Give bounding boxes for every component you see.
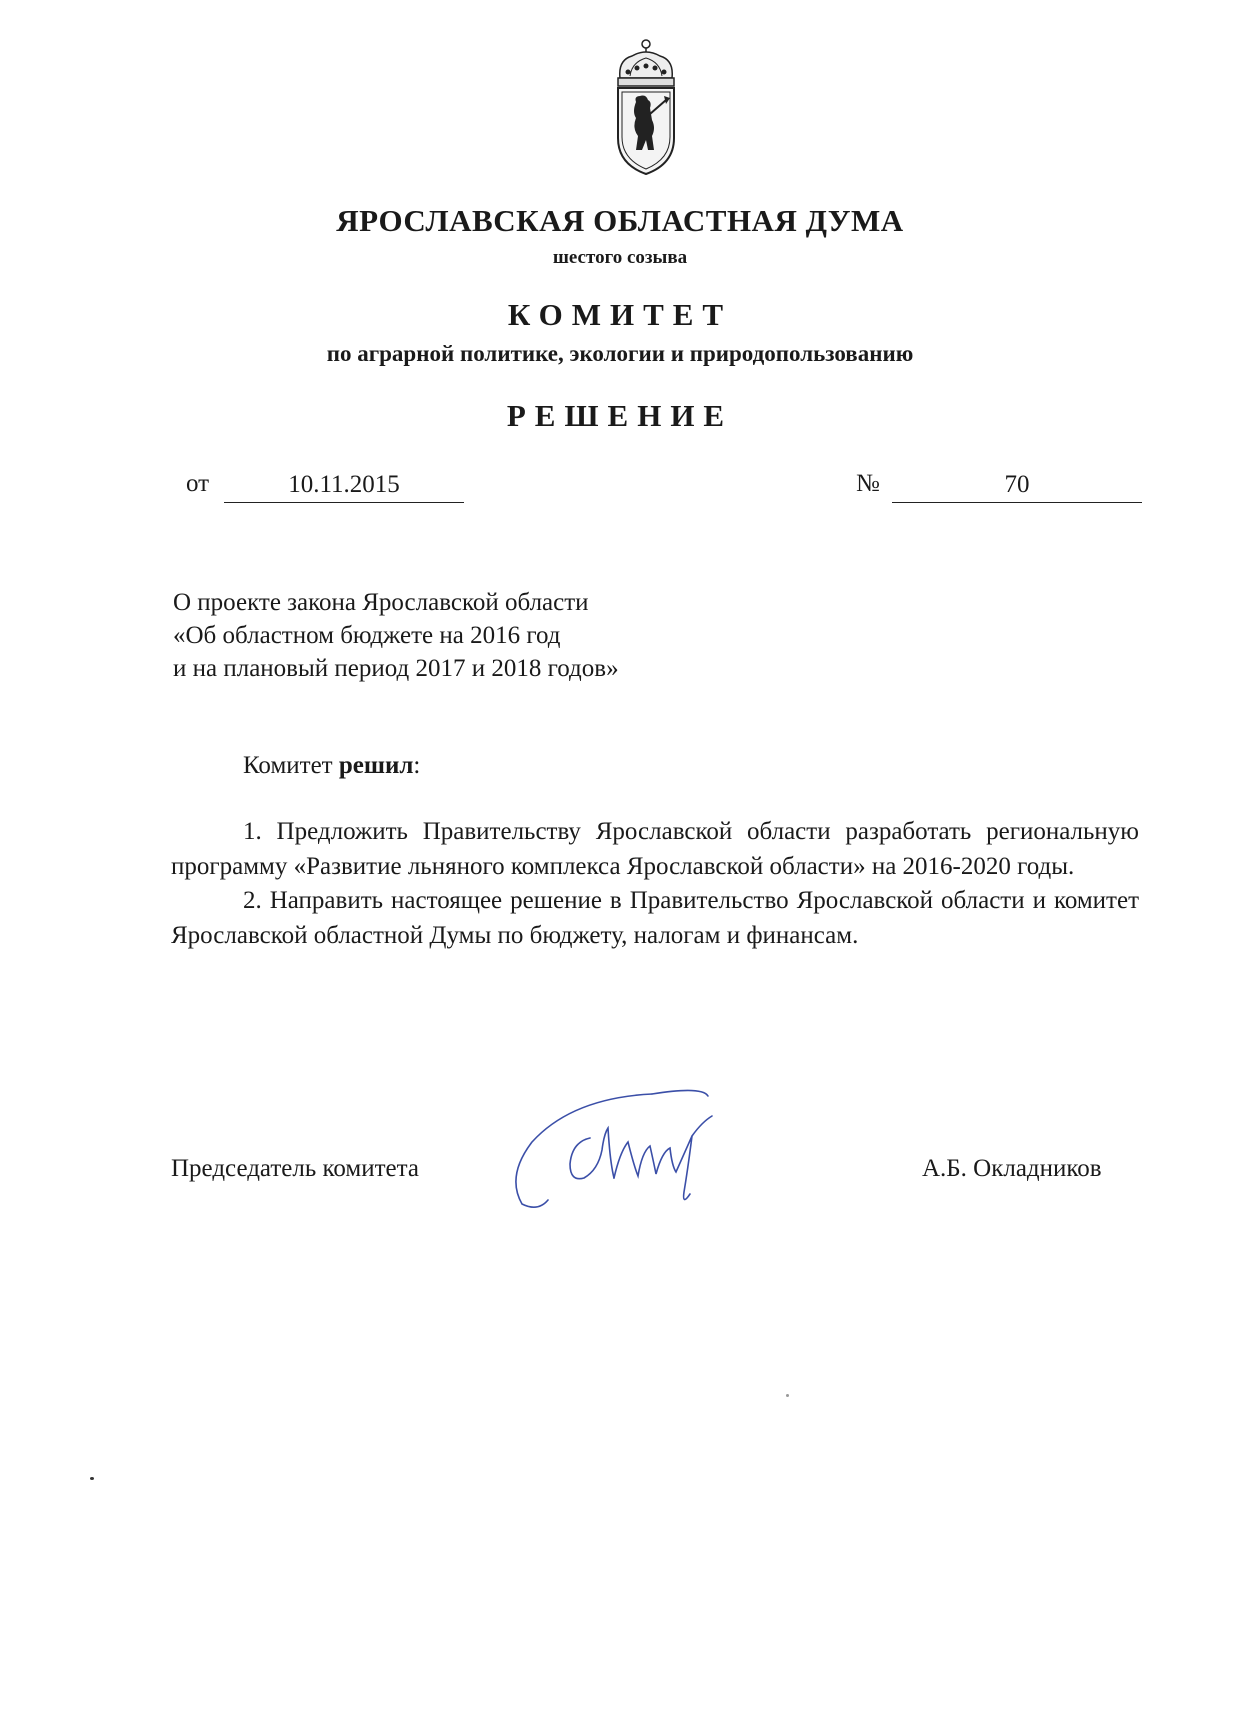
resolution-item: 1. Предложить Правительству Ярославской области разработать региональную программу «Развитие льняного комплекса Ярославской области» на 2016-2020 годы. [171, 818, 1139, 880]
intro-suffix: : [413, 752, 421, 779]
subject-line: О проекте закона Ярославской области [173, 589, 589, 616]
document-type-title: РЕШЕНИЕ [506, 398, 734, 433]
resolution-item: 2. Направить настоящее решение в Правительство Ярославской области и комитет Ярославской областной Думы по бюджету, налогам и финансам. [171, 887, 1139, 949]
number-value: 70 [892, 472, 1142, 503]
signatory-name: А.Б. Окладников [922, 1155, 1102, 1182]
handwritten-signature [512, 1072, 782, 1212]
document-subject [173, 586, 873, 685]
signatory-role: Председатель комитета [171, 1155, 419, 1182]
intro-prefix: Комитет [243, 752, 339, 779]
committee-subtitle: по аграрной политике, экологии и природопользованию [326, 341, 914, 366]
subject-line: и на плановый период 2017 и 2018 годов» [173, 655, 619, 682]
organization-title: ЯРОСЛАВСКАЯ ОБЛАСТНАЯ ДУМА [336, 203, 904, 238]
scan-speck [786, 1394, 789, 1397]
date-value: 10.11.2015 [224, 472, 464, 503]
intro-bold: решил [338, 752, 414, 779]
resolution-intro [243, 752, 420, 780]
committee-title: КОМИТЕТ [507, 297, 733, 332]
date-label: от [186, 470, 210, 497]
coat-of-arms-icon [606, 38, 686, 178]
scan-speck [90, 1477, 94, 1480]
convocation-subtitle: шестого созыва [552, 247, 688, 268]
number-label: № [856, 470, 880, 497]
subject-line: «Об областном бюджете на 2016 год [173, 622, 561, 649]
resolution-items [171, 815, 1139, 953]
